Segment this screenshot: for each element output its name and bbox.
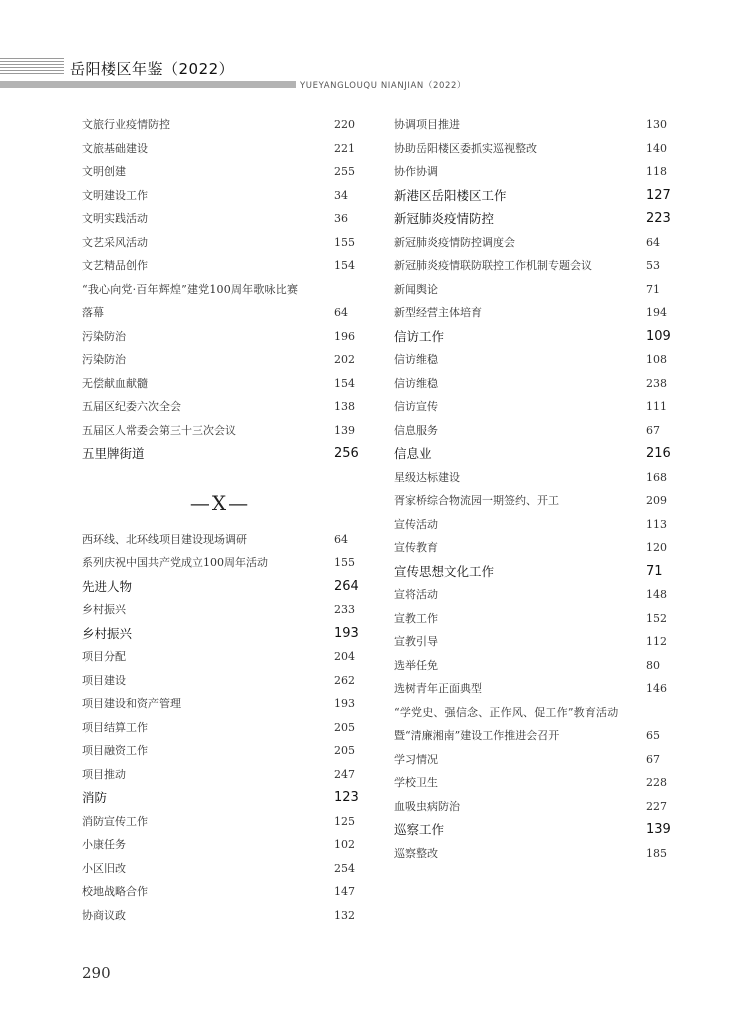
entry-page-number: 262	[334, 673, 355, 687]
entry-page-number: 247	[334, 767, 355, 781]
entry-title: 先进人物	[82, 578, 133, 594]
book-subtitle: YUEYANGLOUQU NIANJIAN（2022）	[300, 81, 467, 91]
header-decoration-bar	[0, 81, 296, 88]
index-entry	[82, 278, 358, 302]
entry-title: 文明建设工作	[82, 188, 148, 202]
entry-title: 落幕	[82, 306, 104, 319]
entry-title: 乡村振兴	[82, 625, 133, 641]
index-list-left-bottom	[82, 528, 358, 928]
entry-title: 新冠肺炎疫情防控	[394, 211, 495, 226]
entry-page-number: 254	[334, 861, 355, 875]
entry-page-number: 67	[646, 752, 660, 766]
index-entry	[394, 677, 670, 701]
entry-page-number: 139	[334, 423, 355, 437]
index-entry	[82, 231, 358, 255]
entry-page-number: 233	[334, 603, 355, 616]
entry-title: 胥家桥综合物流园一期签约、开工	[394, 494, 559, 507]
entry-page-number: 132	[334, 908, 355, 922]
index-entry	[394, 536, 670, 560]
entry-title: 协助岳阳楼区委抓实巡视整改	[394, 141, 537, 155]
entry-title: 小康任务	[82, 838, 126, 851]
entry-page-number: 108	[646, 353, 667, 366]
entry-page-number: 64	[646, 235, 660, 249]
entry-title: 信息业	[394, 446, 432, 461]
index-entry	[394, 630, 670, 654]
entry-page-number: 139	[646, 822, 671, 837]
index-letter-heading: —X—	[189, 490, 251, 515]
entry-page-number: 223	[646, 211, 671, 226]
entry-title: 五届区纪委六次全会	[82, 400, 181, 413]
index-entry	[82, 880, 358, 904]
index-entry-main	[394, 325, 670, 349]
entry-title: 宣传思想文化工作	[394, 563, 495, 579]
entry-title: 宣传教育	[394, 541, 438, 554]
entry-page-number: 216	[646, 446, 671, 461]
entry-title: 乡村振兴	[82, 603, 126, 616]
entry-title: 无偿献血献髓	[82, 376, 148, 390]
index-entry	[82, 810, 358, 834]
entry-title: 信息服务	[394, 423, 438, 437]
entry-page-number: 154	[334, 376, 355, 390]
entry-title: 新冠肺炎疫情联防联控工作机制专题会议	[394, 259, 592, 272]
entry-page-number: 154	[334, 259, 355, 272]
entry-page-number: 102	[334, 838, 355, 851]
entry-page-number: 147	[334, 885, 355, 898]
entry-page-number: 255	[334, 165, 355, 178]
entry-page-number: 67	[646, 423, 660, 437]
entry-page-number: 123	[334, 790, 359, 805]
entry-title: 信访宣传	[394, 400, 438, 413]
entry-page-number: 264	[334, 578, 359, 594]
header-decoration-lines	[0, 58, 64, 76]
entry-page-number: 64	[334, 306, 348, 319]
index-entry	[82, 184, 358, 208]
entry-title: 项目融资工作	[82, 744, 148, 757]
entry-page-number: 125	[334, 814, 355, 828]
index-entry	[394, 607, 670, 631]
entry-page-number: 204	[334, 650, 355, 663]
entry-title: “我心向党·百年辉煌”建党100周年歌咏比赛	[82, 282, 299, 296]
entry-title: 文旅基础建设	[82, 141, 148, 155]
index-entry	[394, 748, 670, 772]
entry-title: 西环线、北环线项目建设现场调研	[82, 532, 247, 546]
entry-page-number: 193	[334, 625, 359, 641]
entry-title: 信访维稳	[394, 376, 438, 390]
entry-title: 暨“清廉湘南”建设工作推进会召开	[394, 729, 560, 742]
index-entry	[82, 739, 358, 763]
entry-title: 学校卫生	[394, 776, 438, 789]
entry-page-number: 113	[646, 517, 667, 531]
index-column-right	[394, 113, 670, 865]
entry-page-number: 155	[334, 556, 355, 569]
entry-page-number: 111	[646, 400, 667, 413]
entry-page-number: 202	[334, 353, 355, 366]
entry-title: 新型经营主体培育	[394, 306, 482, 319]
index-entry-main	[394, 207, 670, 231]
entry-title: 信访工作	[394, 328, 445, 344]
entry-title: 宣教工作	[394, 611, 438, 625]
entry-title: 巡察工作	[394, 822, 445, 837]
entry-title: 项目建设	[82, 673, 126, 687]
entry-title: 血吸虫病防治	[394, 799, 460, 813]
index-entry	[394, 348, 670, 372]
index-entry	[82, 669, 358, 693]
entry-page-number: 64	[334, 532, 348, 546]
index-entry-main	[394, 560, 670, 584]
index-entry	[82, 325, 358, 349]
entry-title: 污染防治	[82, 329, 126, 343]
entry-page-number: 138	[334, 400, 355, 413]
index-entry	[82, 207, 358, 231]
entry-page-number: 71	[646, 563, 663, 579]
entry-title: 小区旧改	[82, 861, 126, 875]
entry-page-number: 185	[646, 846, 667, 860]
index-entry-main	[82, 442, 358, 466]
entry-title: “学党史、强信念、正作风、促工作”教育活动	[394, 705, 619, 719]
index-entry	[394, 231, 670, 255]
entry-page-number: 227	[646, 799, 667, 813]
entry-title: 消防宣传工作	[82, 814, 148, 828]
entry-page-number: 80	[646, 658, 660, 672]
entry-title: 校地战略合作	[82, 885, 148, 898]
entry-page-number: 146	[646, 682, 667, 695]
entry-title: 协作协调	[394, 165, 438, 178]
entry-title: 污染防治	[82, 353, 126, 366]
index-entry-main	[394, 818, 670, 842]
entry-page-number: 256	[334, 446, 359, 461]
entry-title: 协商议政	[82, 908, 126, 922]
index-entry	[394, 372, 670, 396]
entry-title: 文艺精品创作	[82, 259, 148, 272]
index-entry	[394, 701, 670, 725]
index-entry-main	[82, 575, 358, 599]
entry-title: 信访维稳	[394, 353, 438, 366]
index-entry	[394, 771, 670, 795]
entry-title: 系列庆祝中国共产党成立100周年活动	[82, 556, 268, 569]
entry-page-number: 152	[646, 611, 667, 625]
entry-title: 项目推动	[82, 767, 126, 781]
entry-title: 协调项目推进	[394, 118, 460, 131]
index-entry	[82, 598, 358, 622]
entry-page-number: 127	[646, 187, 671, 203]
entry-page-number: 168	[646, 470, 667, 484]
entry-page-number: 194	[646, 306, 667, 319]
entry-page-number: 118	[646, 165, 667, 178]
index-entry	[82, 160, 358, 184]
index-entry	[82, 372, 358, 396]
index-entry	[394, 419, 670, 443]
index-column-left	[82, 113, 358, 927]
entry-page-number: 205	[334, 720, 355, 734]
index-entry-main	[82, 786, 358, 810]
index-entry	[82, 645, 358, 669]
index-entry	[394, 489, 670, 513]
index-entry	[394, 160, 670, 184]
index-entry	[82, 716, 358, 740]
entry-page-number: 130	[646, 118, 667, 131]
index-entry	[394, 254, 670, 278]
index-entry	[82, 833, 358, 857]
entry-page-number: 205	[334, 744, 355, 757]
index-entry	[394, 137, 670, 161]
entry-title: 巡察整改	[394, 846, 438, 860]
entry-page-number: 53	[646, 259, 660, 272]
entry-page-number: 238	[646, 376, 667, 390]
index-entry	[394, 466, 670, 490]
entry-title: 新冠肺炎疫情防控调度会	[394, 235, 515, 249]
index-entry-main	[394, 184, 670, 208]
entry-page-number: 148	[646, 588, 667, 601]
entry-title: 文旅行业疫情防控	[82, 118, 170, 131]
entry-title: 新港区岳阳楼区工作	[394, 187, 507, 203]
entry-title: 宣教引导	[394, 635, 438, 648]
entry-page-number: 193	[334, 697, 355, 710]
entry-page-number: 109	[646, 328, 671, 344]
entry-title: 星级达标建设	[394, 470, 460, 484]
index-entry	[82, 692, 358, 716]
index-entry	[82, 904, 358, 928]
entry-title: 文明创建	[82, 165, 126, 178]
index-entry	[82, 528, 358, 552]
index-entry	[82, 301, 358, 325]
index-entry	[82, 419, 358, 443]
entry-page-number: 221	[334, 141, 355, 155]
entry-page-number: 36	[334, 212, 348, 225]
index-entry	[394, 842, 670, 866]
entry-page-number: 120	[646, 541, 667, 554]
entry-title: 五里牌街道	[82, 446, 145, 461]
entry-title: 宣将活动	[394, 588, 438, 601]
index-entry-main	[394, 442, 670, 466]
entry-title: 新闻舆论	[394, 282, 438, 296]
entry-title: 项目结算工作	[82, 720, 148, 734]
entry-page-number: 220	[334, 118, 355, 131]
entry-title: 项目建设和资产管理	[82, 697, 181, 710]
entry-title: 消防	[82, 790, 108, 805]
index-entry	[394, 278, 670, 302]
entry-page-number: 112	[646, 635, 667, 648]
entry-page-number: 140	[646, 141, 667, 155]
index-entry	[394, 113, 670, 137]
index-entry	[82, 348, 358, 372]
entry-page-number: 34	[334, 188, 348, 202]
entry-page-number: 155	[334, 235, 355, 249]
index-entry	[394, 654, 670, 678]
index-entry-main	[82, 622, 358, 646]
index-entry	[82, 137, 358, 161]
index-entry	[82, 113, 358, 137]
book-title: 岳阳楼区年鉴（2022）	[70, 60, 235, 78]
entry-title: 选举任免	[394, 658, 438, 672]
entry-title: 五届区人常委会第三十三次会议	[82, 423, 236, 437]
index-entry	[394, 513, 670, 537]
index-entry	[394, 583, 670, 607]
entry-title: 学习情况	[394, 752, 438, 766]
index-entry	[394, 301, 670, 325]
entry-title: 项目分配	[82, 650, 126, 663]
entry-title: 文明实践活动	[82, 212, 148, 225]
entry-title: 宣传活动	[394, 517, 438, 531]
index-entry	[82, 763, 358, 787]
entry-page-number: 228	[646, 776, 667, 789]
entry-page-number: 71	[646, 282, 660, 296]
index-entry	[82, 254, 358, 278]
entry-title: 文艺采风活动	[82, 235, 148, 249]
index-entry	[82, 551, 358, 575]
page-number: 290	[82, 964, 111, 982]
entry-title: 选树青年正面典型	[394, 682, 482, 695]
index-entry	[394, 795, 670, 819]
entry-page-number: 196	[334, 329, 355, 343]
index-list-left-top	[82, 113, 358, 466]
index-entry	[82, 857, 358, 881]
index-entry	[82, 395, 358, 419]
entry-page-number: 209	[646, 494, 667, 507]
index-entry	[394, 724, 670, 748]
index-entry	[394, 395, 670, 419]
entry-page-number: 65	[646, 729, 660, 742]
index-list-right	[394, 113, 670, 865]
